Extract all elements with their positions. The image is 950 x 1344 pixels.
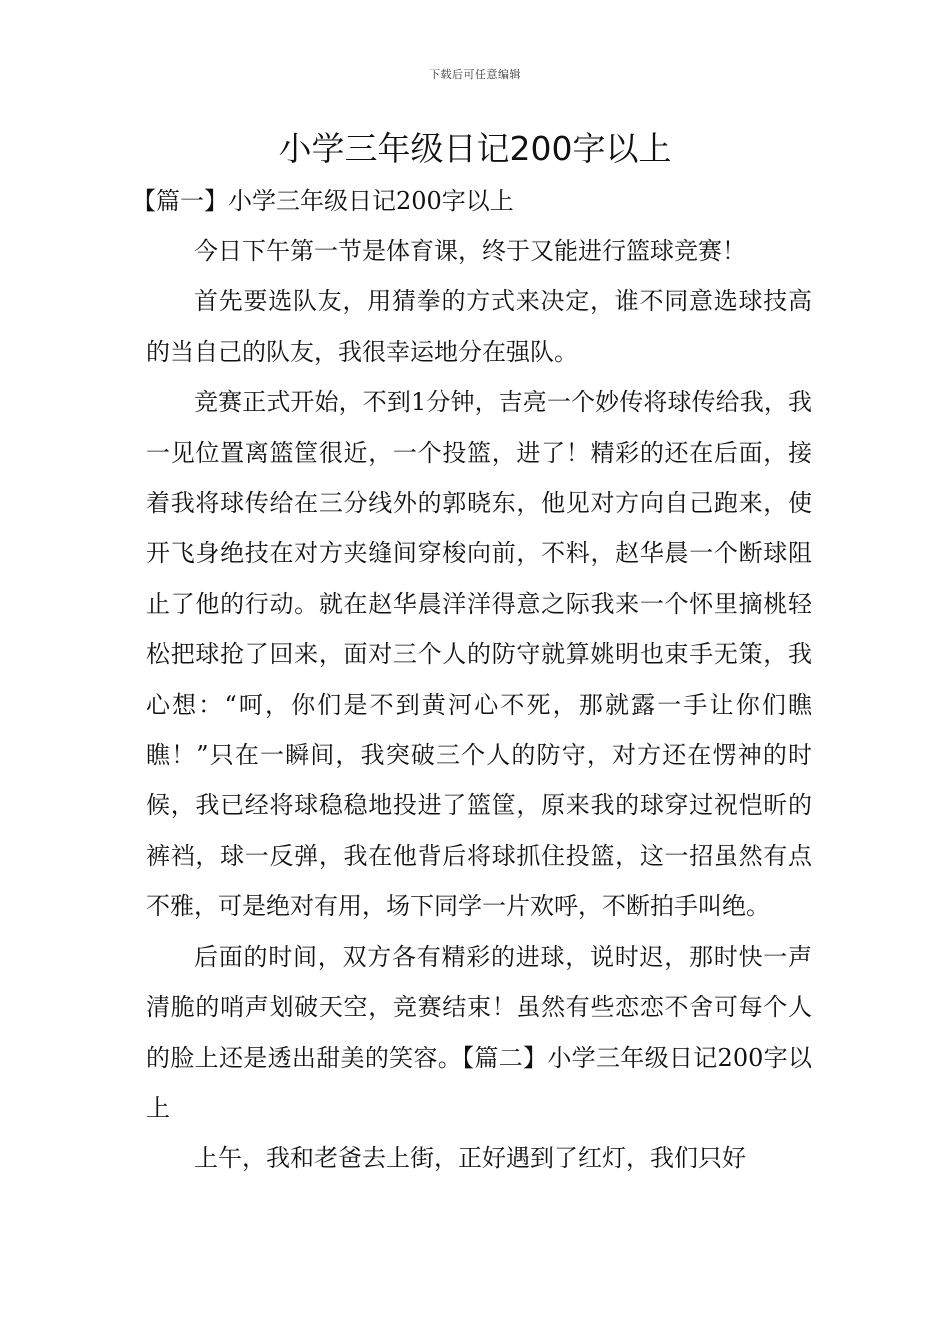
paragraph-4: 后面的时间，双方各有精彩的进球，说时迟，那时快一声清脆的哨声划破天空，竞赛结束！虽然有些恋恋不舍可每个人的脸上还是透出甜美的笑容。【篇二】小学三年级日记200字以上 xyxy=(146,942,812,1122)
paragraph-3: 竞赛正式开始，不到1分钟，吉亮一个妙传将球传给我，我一见位置离篮筐很近，一个投篮，进了！精彩的还在后面，接着我将球传给在三分线外的郭晓东，他见对方向自己跑来，使开飞身绝技在对方夹缝间穿梭向前，不料，赵华晨一个断球阻止了他的行动。就在赵华晨洋洋得意之际我来一个怀里摘桃轻松把球抢了回来，面对三个人的防守就算姚明也束手无策，我心想：“呵，你们是不到黄河心不死，那就露一手让你们瞧瞧！”只在一瞬间，我突破三个人的防守，对方还在愣神的时候，我已经将球稳稳地投进了篮筐，原来我的球穿过祝恺昕的裤裆，球一反弹，我在他背后将球抓住投篮，这一招虽然有点不雅，可是绝对有用，场下同学一片欢呼，不断拍手叫绝。 xyxy=(146,388,812,921)
paragraph-1: 今日下午第一节是体育课，终于又能进行篮球竞赛！ xyxy=(194,237,746,265)
paragraph-5: 上午，我和老爸去上街，正好遇到了红灯，我们只好 xyxy=(194,1144,746,1173)
document-title: 小学三年级日记200字以上 xyxy=(278,129,672,168)
paragraph-2: 首先要选队友，用猜拳的方式来决定，谁不同意选球技高的当自己的队友，我很幸运地分在强队。 xyxy=(146,287,812,366)
document-body xyxy=(132,176,812,1184)
section-heading: 【篇一】小学三年级日记200字以上 xyxy=(132,187,514,215)
page-header-note: 下载后可任意编辑 xyxy=(429,68,521,81)
